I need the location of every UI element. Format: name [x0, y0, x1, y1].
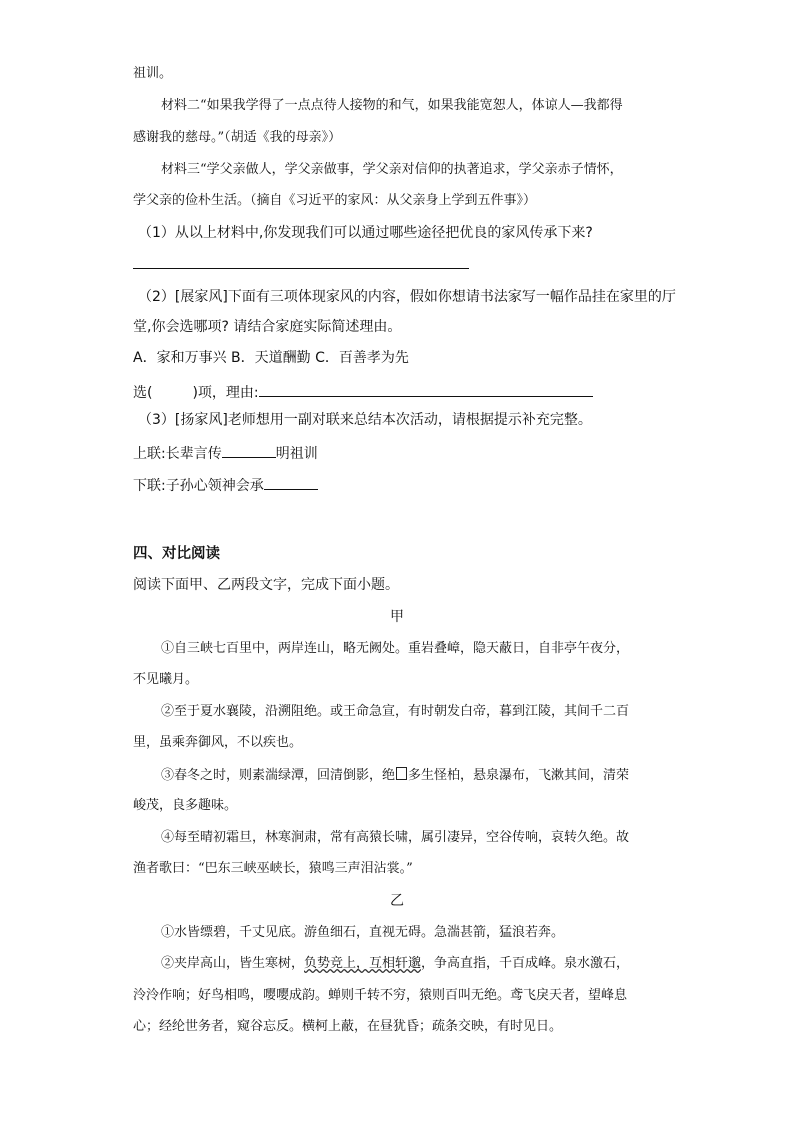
jia-p3-line-1 [161, 767, 629, 784]
answer-line-q1 [133, 268, 469, 269]
jia-p3-text-post: 多生怪柏，悬泉瀑布，飞漱其间，清荣 [408, 768, 630, 783]
reason-answer-blank[interactable] [259, 382, 593, 397]
jia-p3-line-2: 峻茂，良多趣味。 [133, 798, 238, 813]
question-2-line-2: 堂,你会选哪项? 请结合家庭实际简述理由。 [133, 319, 402, 335]
material-3-line-2: 学父亲的俭朴生活。（摘自《习近平的家风：从父亲身上学到五件事》） [133, 193, 537, 208]
material-2-line-1: 材料二“如果我学得了一点点待人接物的和气，如果我能宽恕人，体谅人—我都得 [161, 98, 623, 113]
missing-character-box [396, 767, 407, 780]
section-4-intro: 阅读下面甲、乙两段文字，完成下面小题。 [133, 577, 399, 593]
yi-p2-line-1 [161, 956, 629, 972]
passage-jia-title: 甲 [390, 609, 404, 625]
couplet-lower-blank[interactable] [264, 475, 318, 490]
choice-prefix: 选( [133, 385, 153, 401]
material-3-line-1: 材料三“学父亲做人，学父亲做事，学父亲对信仰的执著追求，学父亲赤子情怀， [161, 162, 623, 177]
yi-p2-line-2: 泠泠作响；好鸟相鸣，嘤嘤成韵。蝉则千转不穷，猿则百叫无绝。鸢飞戾天者，望峰息 [133, 988, 628, 1003]
passage-yi-title: 乙 [390, 893, 404, 909]
jia-p1-line-2: 不见曦月。 [133, 672, 199, 687]
couplet-upper-prefix: 上联:长辈言传 [133, 446, 222, 462]
couplet-upper-blank[interactable] [222, 443, 276, 458]
question-2-options: A．家和万事兴 B．天道酬勤 C．百善孝为先 [133, 350, 409, 366]
material-2-line-2: 感谢我的慈母。”（胡适《我的母亲》） [133, 130, 342, 145]
text-line-zuxun: 祖训。 [133, 66, 173, 81]
yi-p1: ①水皆缥碧，千丈见底。游鱼细石，直视无碍。急湍甚箭，猛浪若奔。 [161, 925, 565, 940]
section-4-heading: 四、对比阅读 [133, 546, 220, 562]
couplet-lower [133, 475, 318, 494]
yi-p2-text-post: ，争高直指，千百成峰。泉水激石， [421, 956, 630, 971]
jia-p2-line-2: 里，虽乘奔御风，不以疾也。 [133, 735, 303, 750]
jia-p4-line-1: ④每至晴初霜旦，林寒涧肃，常有高猿长啸，属引凄异，空谷传响，哀转久绝。故 [161, 830, 630, 845]
couplet-upper [133, 443, 318, 462]
question-3: （3）[扬家风]老师想用一副对联来总结本次活动，请根据提示补充完整。 [138, 412, 592, 428]
yi-p2-marked-phrase: 负势竞上，互相轩邈 [304, 956, 422, 971]
jia-p3-text-pre: ③春冬之时，则素湍绿潭，回清倒影，绝 [161, 768, 396, 783]
couplet-lower-prefix: 下联:子孙心领神会承 [133, 478, 264, 494]
question-1: （1）从以上材料中,你发现我们可以通过哪些途径把优良的家风传承下来? [138, 225, 593, 241]
jia-p4-line-2: 渔者歌曰：“巴东三峡巫峡长，猿鸣三声泪沾裳。” [133, 861, 413, 876]
yi-p2-line-3: 心；经纶世务者，窥谷忘反。横柯上蔽，在昼犹昏；疏条交映，有时见日。 [133, 1019, 563, 1034]
jia-p2-line-1: ②至于夏水襄陵，沿溯阻绝。或王命急宣，有时朝发白帝，暮到江陵，其间千二百 [161, 704, 630, 719]
choice-suffix: )项，理由: [192, 385, 259, 401]
question-2-line-1: （2）[展家风]下面有三项体现家风的内容，假如你想请书法家写一幅作品挂在家里的厅 [138, 289, 676, 305]
yi-p2-text-pre: ②夹岸高山，皆生寒树， [161, 956, 305, 971]
couplet-upper-suffix: 明祖训 [275, 446, 318, 462]
choice-line [133, 382, 593, 401]
jia-p1-line-1: ①自三峡七百里中，两岸连山，略无阙处。重岩叠嶂，隐天蔽日，自非亭午夜分， [161, 641, 630, 656]
